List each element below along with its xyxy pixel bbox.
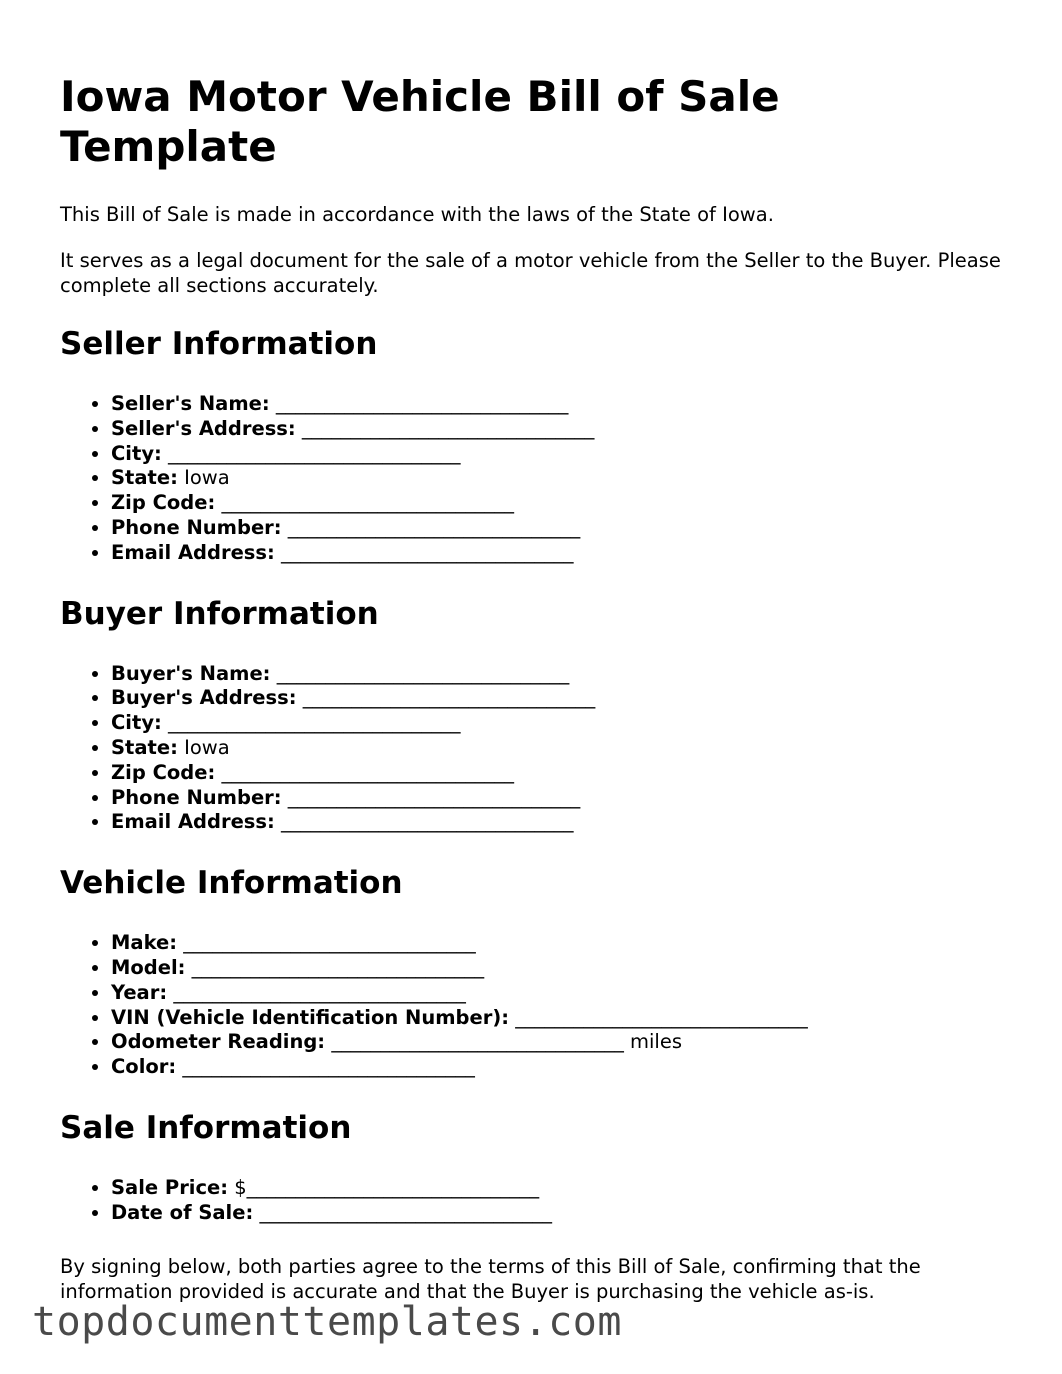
buyer-zip-field bbox=[111, 761, 1010, 786]
seller-name-field bbox=[111, 392, 1010, 417]
field-blank: ______________________________ miles bbox=[325, 1030, 683, 1054]
field-label: City: bbox=[111, 711, 162, 735]
buyer-email-field bbox=[111, 810, 1010, 835]
field-blank: ______________________________ bbox=[253, 1200, 552, 1224]
field-value: Iowa bbox=[177, 735, 230, 759]
field-blank: ______________________________ bbox=[269, 392, 569, 415]
field-blank: ______________________________ bbox=[274, 540, 574, 564]
field-blank: ______________________________ bbox=[176, 1055, 475, 1079]
field-label: Seller's Address: bbox=[111, 416, 296, 440]
seller-state-field bbox=[111, 466, 1010, 491]
vehicle-make-field bbox=[111, 931, 1010, 956]
intro-paragraph-1: This Bill of Sale is made in accordance with the laws of the State of Iowa. bbox=[60, 203, 774, 226]
vehicle-year-field bbox=[111, 981, 1010, 1006]
field-blank: ______________________________ bbox=[161, 441, 461, 465]
seller-section-heading: Seller Information bbox=[60, 326, 378, 362]
buyer-field-list bbox=[60, 662, 1010, 836]
field-blank: ______________________________ bbox=[281, 515, 581, 539]
field-blank: ______________________________ bbox=[295, 416, 595, 440]
buyer-name-field bbox=[111, 662, 1010, 687]
field-label: Email Address: bbox=[111, 810, 275, 834]
field-label: Color: bbox=[111, 1055, 177, 1079]
sale-field-list bbox=[60, 1176, 1010, 1226]
field-label: Buyer's Address: bbox=[111, 686, 297, 710]
seller-email-field bbox=[111, 541, 1010, 566]
field-label: City: bbox=[111, 441, 162, 465]
field-blank: $______________________________ bbox=[228, 1175, 540, 1199]
field-blank: ______________________________ bbox=[167, 980, 466, 1004]
field-blank: ______________________________ bbox=[177, 931, 476, 955]
field-label: State: bbox=[111, 735, 178, 759]
vehicle-field-list bbox=[60, 931, 1010, 1080]
field-label: Email Address: bbox=[111, 540, 275, 564]
field-label: Seller's Name: bbox=[111, 392, 270, 415]
field-label: VIN (Vehicle Identification Number): bbox=[111, 1005, 510, 1029]
field-blank: ______________________________ bbox=[215, 760, 514, 784]
vehicle-color-field bbox=[111, 1055, 1010, 1080]
intro-paragraph-2: It serves as a legal document for the sale of a motor vehicle from the Seller to the Buyer. Please complete all sections accurately. bbox=[60, 249, 1001, 297]
field-blank: ______________________________ bbox=[296, 686, 596, 710]
field-label: Make: bbox=[111, 931, 178, 955]
field-blank: ______________________________ bbox=[509, 1005, 808, 1029]
sale-section-heading: Sale Information bbox=[60, 1109, 352, 1146]
field-label: Date of Sale: bbox=[111, 1200, 254, 1224]
closing-paragraph: By signing below, both parties agree to the terms of this Bill of Sale, confirming that the information provided is accurate and that the Buyer is purchasing the vehicle as-is. bbox=[60, 1254, 921, 1303]
field-label: Zip Code: bbox=[111, 760, 216, 784]
field-label: Sale Price: bbox=[111, 1175, 229, 1199]
vehicle-model-field bbox=[111, 956, 1010, 981]
field-blank: ______________________________ bbox=[270, 661, 570, 685]
page-title: Iowa Motor Vehicle Bill of Sale Template bbox=[60, 72, 780, 171]
vehicle-odometer-field bbox=[111, 1030, 1010, 1055]
sale-date-field bbox=[111, 1201, 1010, 1226]
field-label: State: bbox=[111, 466, 178, 490]
field-label: Odometer Reading: bbox=[111, 1030, 326, 1054]
watermark-text: topdocumenttemplates.com bbox=[32, 1299, 622, 1345]
vehicle-section-heading: Vehicle Information bbox=[60, 865, 403, 902]
field-label: Model: bbox=[111, 955, 186, 979]
buyer-phone-field bbox=[111, 786, 1010, 811]
field-label: Year: bbox=[111, 980, 168, 1004]
field-blank: ______________________________ bbox=[274, 810, 574, 834]
vehicle-vin-field bbox=[111, 1006, 1010, 1031]
buyer-city-field bbox=[111, 711, 1010, 736]
field-value: Iowa bbox=[177, 466, 230, 490]
field-blank: ______________________________ bbox=[185, 955, 485, 979]
sale-price-field bbox=[111, 1176, 1010, 1201]
buyer-address-field bbox=[111, 686, 1010, 711]
seller-city-field bbox=[111, 442, 1010, 467]
seller-phone-field bbox=[111, 516, 1010, 541]
field-label: Zip Code: bbox=[111, 491, 216, 515]
document bbox=[60, 72, 1010, 1325]
seller-address-field bbox=[111, 417, 1010, 442]
field-blank: ______________________________ bbox=[281, 785, 581, 809]
field-blank: ______________________________ bbox=[215, 491, 514, 515]
field-label: Phone Number: bbox=[111, 515, 282, 539]
buyer-state-field bbox=[111, 736, 1010, 761]
buyer-section-heading: Buyer Information bbox=[60, 595, 379, 632]
field-label: Buyer's Name: bbox=[111, 661, 271, 685]
field-blank: ______________________________ bbox=[161, 711, 461, 735]
seller-zip-field bbox=[111, 491, 1010, 516]
seller-field-list bbox=[60, 392, 1010, 566]
field-label: Phone Number: bbox=[111, 785, 282, 809]
